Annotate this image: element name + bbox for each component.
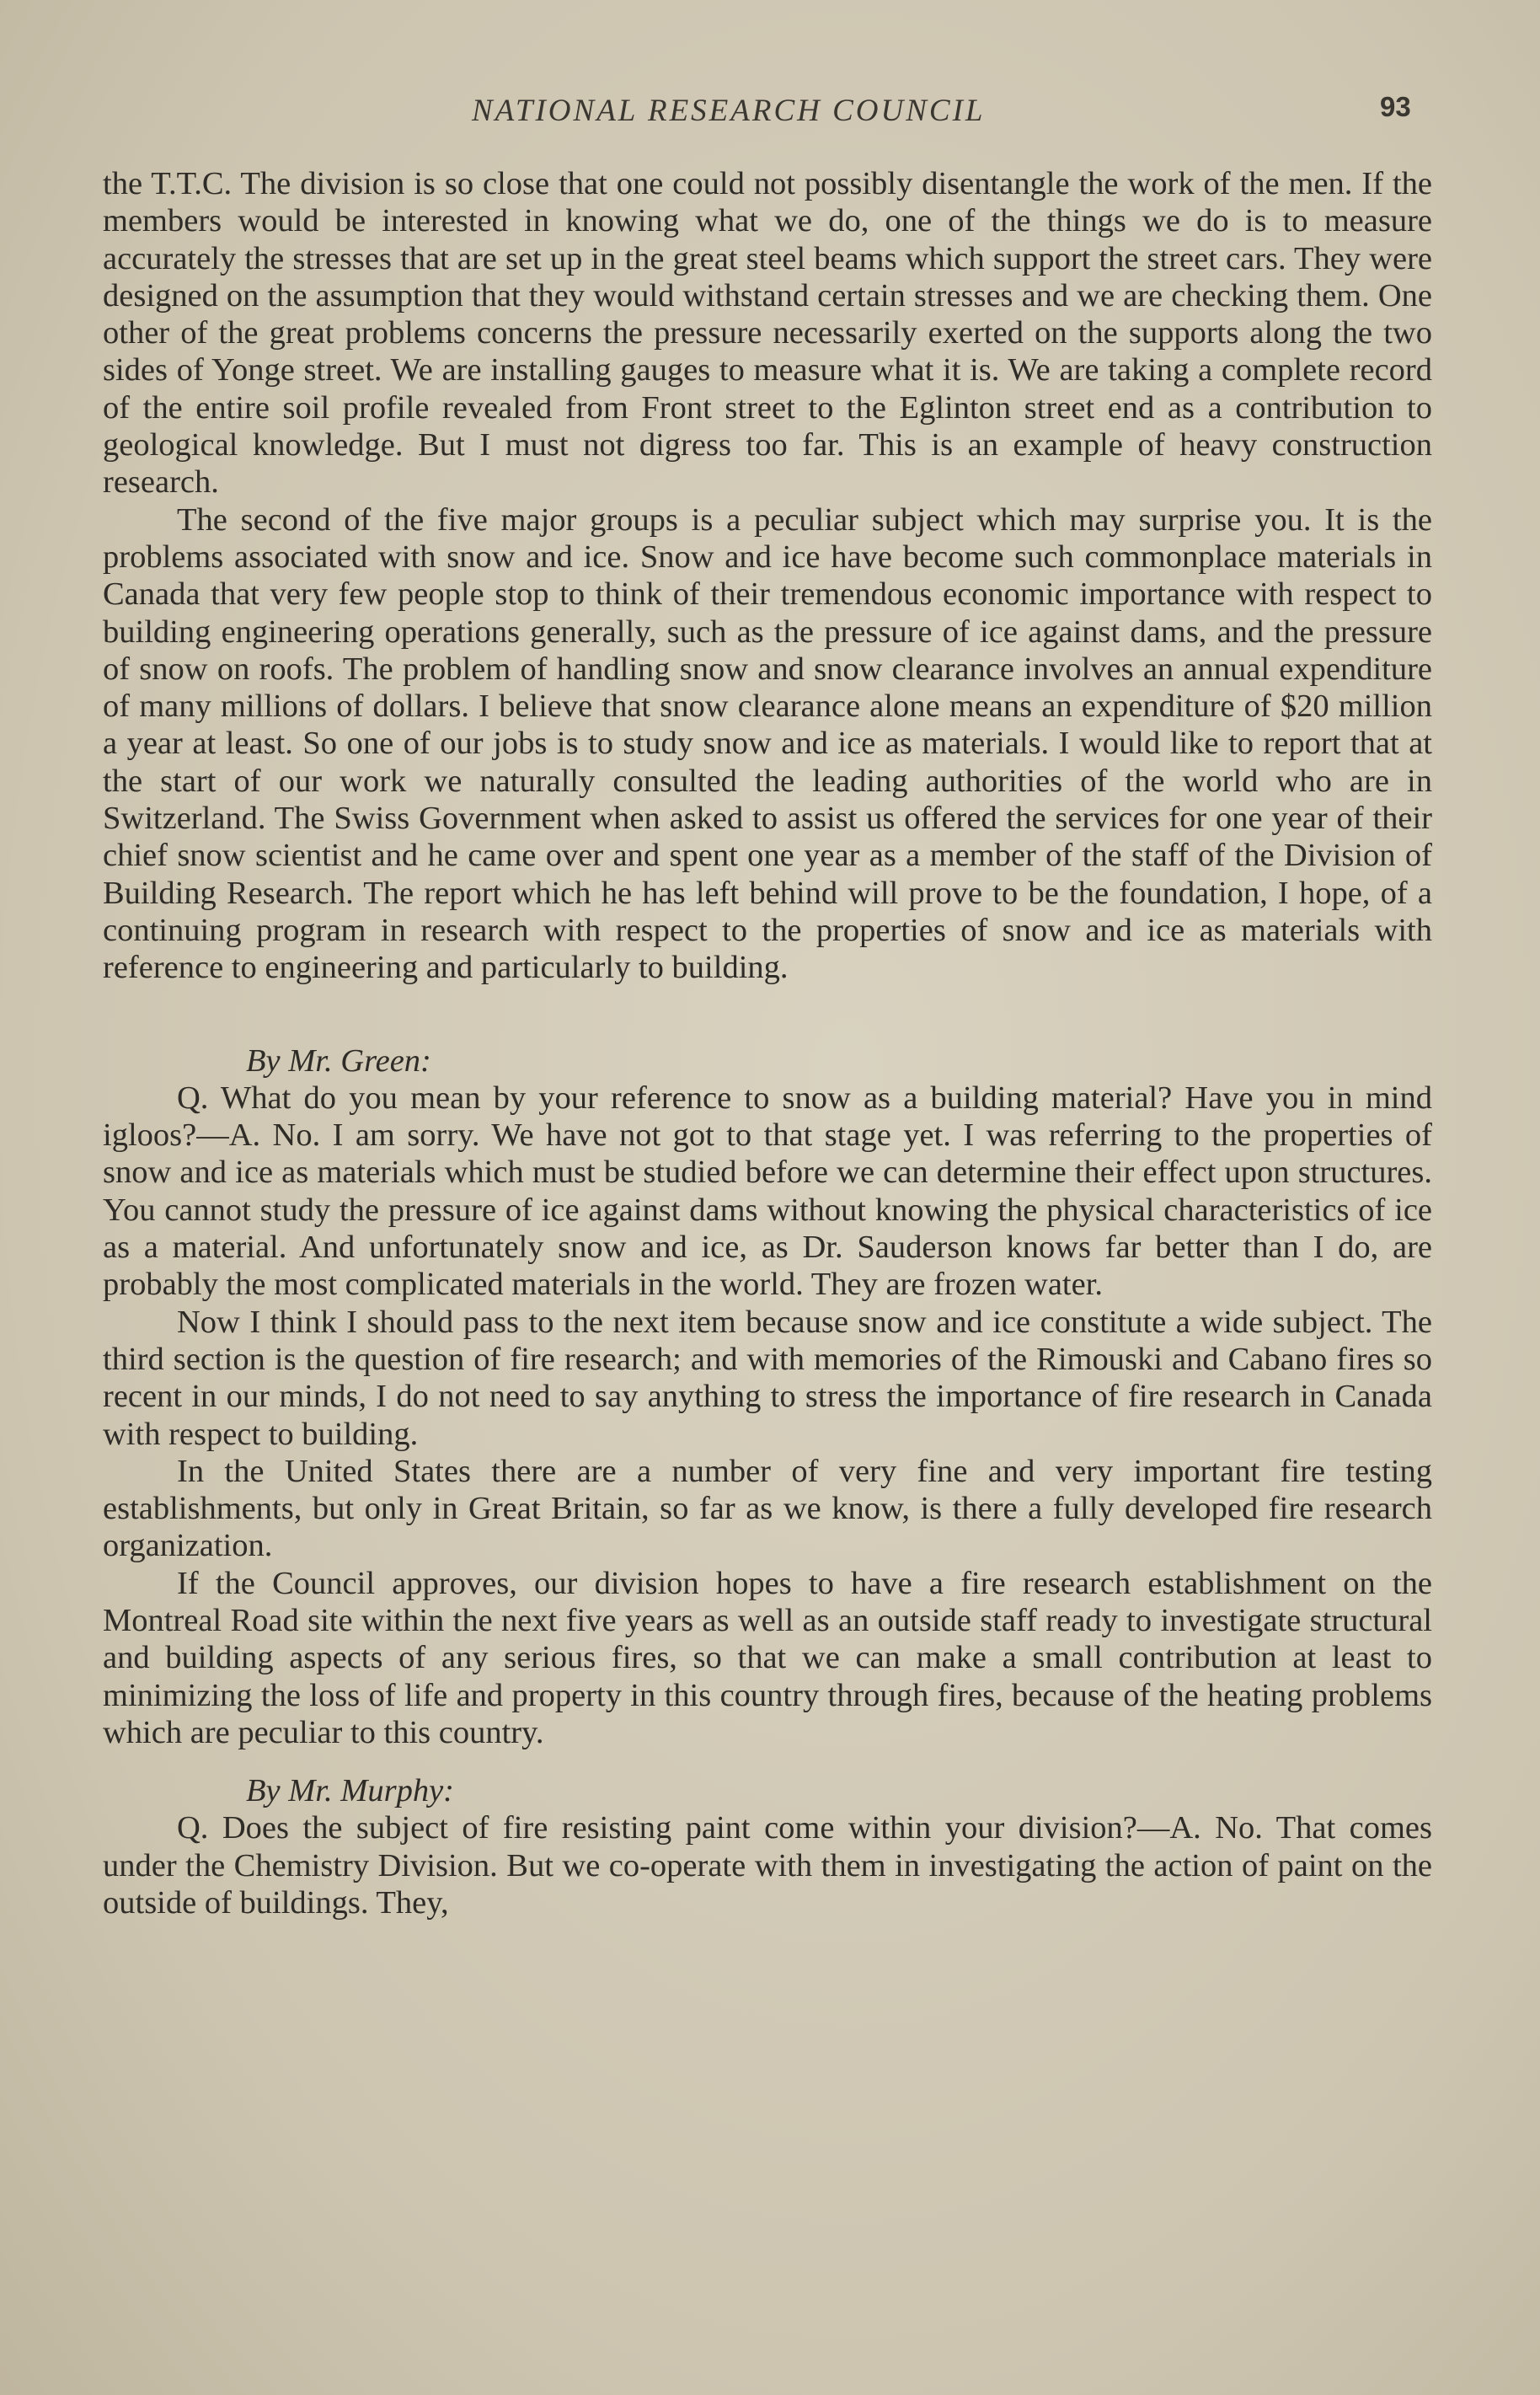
paragraph-snow-and-ice: The second of the five major groups is a peculiar subject which may surprise you. It is the problems associated with snow and ice. Snow and ice have become such commonplace materials in Canada that very few people stop to think of their tremendous economic importance with respect to building engineering operations generally, such as the pressure of ice against dams, and the pressure of snow on roofs. The problem of handling snow and snow clearance involves an annual expenditure of many millions of dollars. I believe that snow clearance alone means an expenditure of $20 million a year at least. So one of our jobs is to study snow and ice as materials. I would like to report that at the start of our work we naturally consulted the leading authorities of the world who are in Switzerland. The Swiss Government when asked to assist us offered the services for one year of their chief snow scientist and he came over and spent one year as a member of the staff of the Division of Building Research. The report which he has left behind will prove to be the foundation, I hope, of a continuing program in research with respect to the properties of snow and ice as materials with reference to engineering and particularly to building.	[103, 501, 1432, 986]
page-number: 93	[1380, 91, 1411, 122]
page-header	[0, 86, 1540, 137]
paragraph-united-states: In the United States there are a number of very fine and very important fire testing establishments, but only in Great Britain, so far as we know, is there a fully developed fire research organization.	[103, 1453, 1432, 1564]
speaker-heading-green: By Mr. Green:	[246, 1042, 431, 1079]
paragraph-council-approves: If the Council approves, our division hopes to have a fire research establishment on the Montreal Road site within the next five years as well as an outside staff ready to investigate structural and building aspects of any serious fires, so that we can make a small contribution at least to minimizing the loss of life and property in this country through fires, because of the heating problems which are peculiar to this country.	[103, 1565, 1432, 1750]
paragraph-continuation: the T.T.C. The division is so close that one could not possibly disentangle the work of the men. If the members would be interested in knowing what we do, one of the things we do is to measure accurately the stresses that are set up in the great steel beams which support the street cars. They were designed on the assumption that they would withstand certain stresses and we are checking them. One other of the great problems concerns the pressure necessarily exerted on the supports along the two sides of Yonge street. We are installing gauges to measure what it is. We are taking a complete record of the entire soil profile revealed from Front street to the Eglinton street end as a contribution to geological knowledge. But I must not digress too far. This is an example of heavy construction research.	[103, 166, 1432, 501]
paragraph-question-green: Q. What do you mean by your reference to snow as a building material? Have you in mind igloos?—A. No. I am sorry. We have not got to that stage yet. I was referring to the properties of snow and ice as materials which must be studied before we can determine their effect upon structures. You cannot study the pressure of ice against dams without knowing the physical characteristics of ice as a material. And unfortunately snow and ice, as Dr. Sauderson knows far better than I do, are probably the most complicated materials in the world. They are frozen water.	[103, 1080, 1432, 1303]
running-head: NATIONAL RESEARCH COUNCIL	[472, 94, 986, 128]
paragraph-question-murphy: Q. Does the subject of fire resisting paint come within your division?—A. No. That comes under the Chemistry Division. But we co-operate with them in investigating the action of paint on the outside of buildings. They,	[103, 1810, 1432, 1921]
section-gap	[103, 987, 1432, 1042]
section-gap	[103, 1751, 1432, 1772]
body-text	[103, 165, 1432, 1921]
paragraph-fire-research: Now I think I should pass to the next item because snow and ice constitute a wide subject. The third section is the question of fire research; and with memories of the Rimouski and Cabano fires so recent in our minds, I do not need to say anything to stress the importance of fire research in Canada with respect to building.	[103, 1304, 1432, 1452]
speaker-heading-murphy: By Mr. Murphy:	[246, 1773, 454, 1809]
